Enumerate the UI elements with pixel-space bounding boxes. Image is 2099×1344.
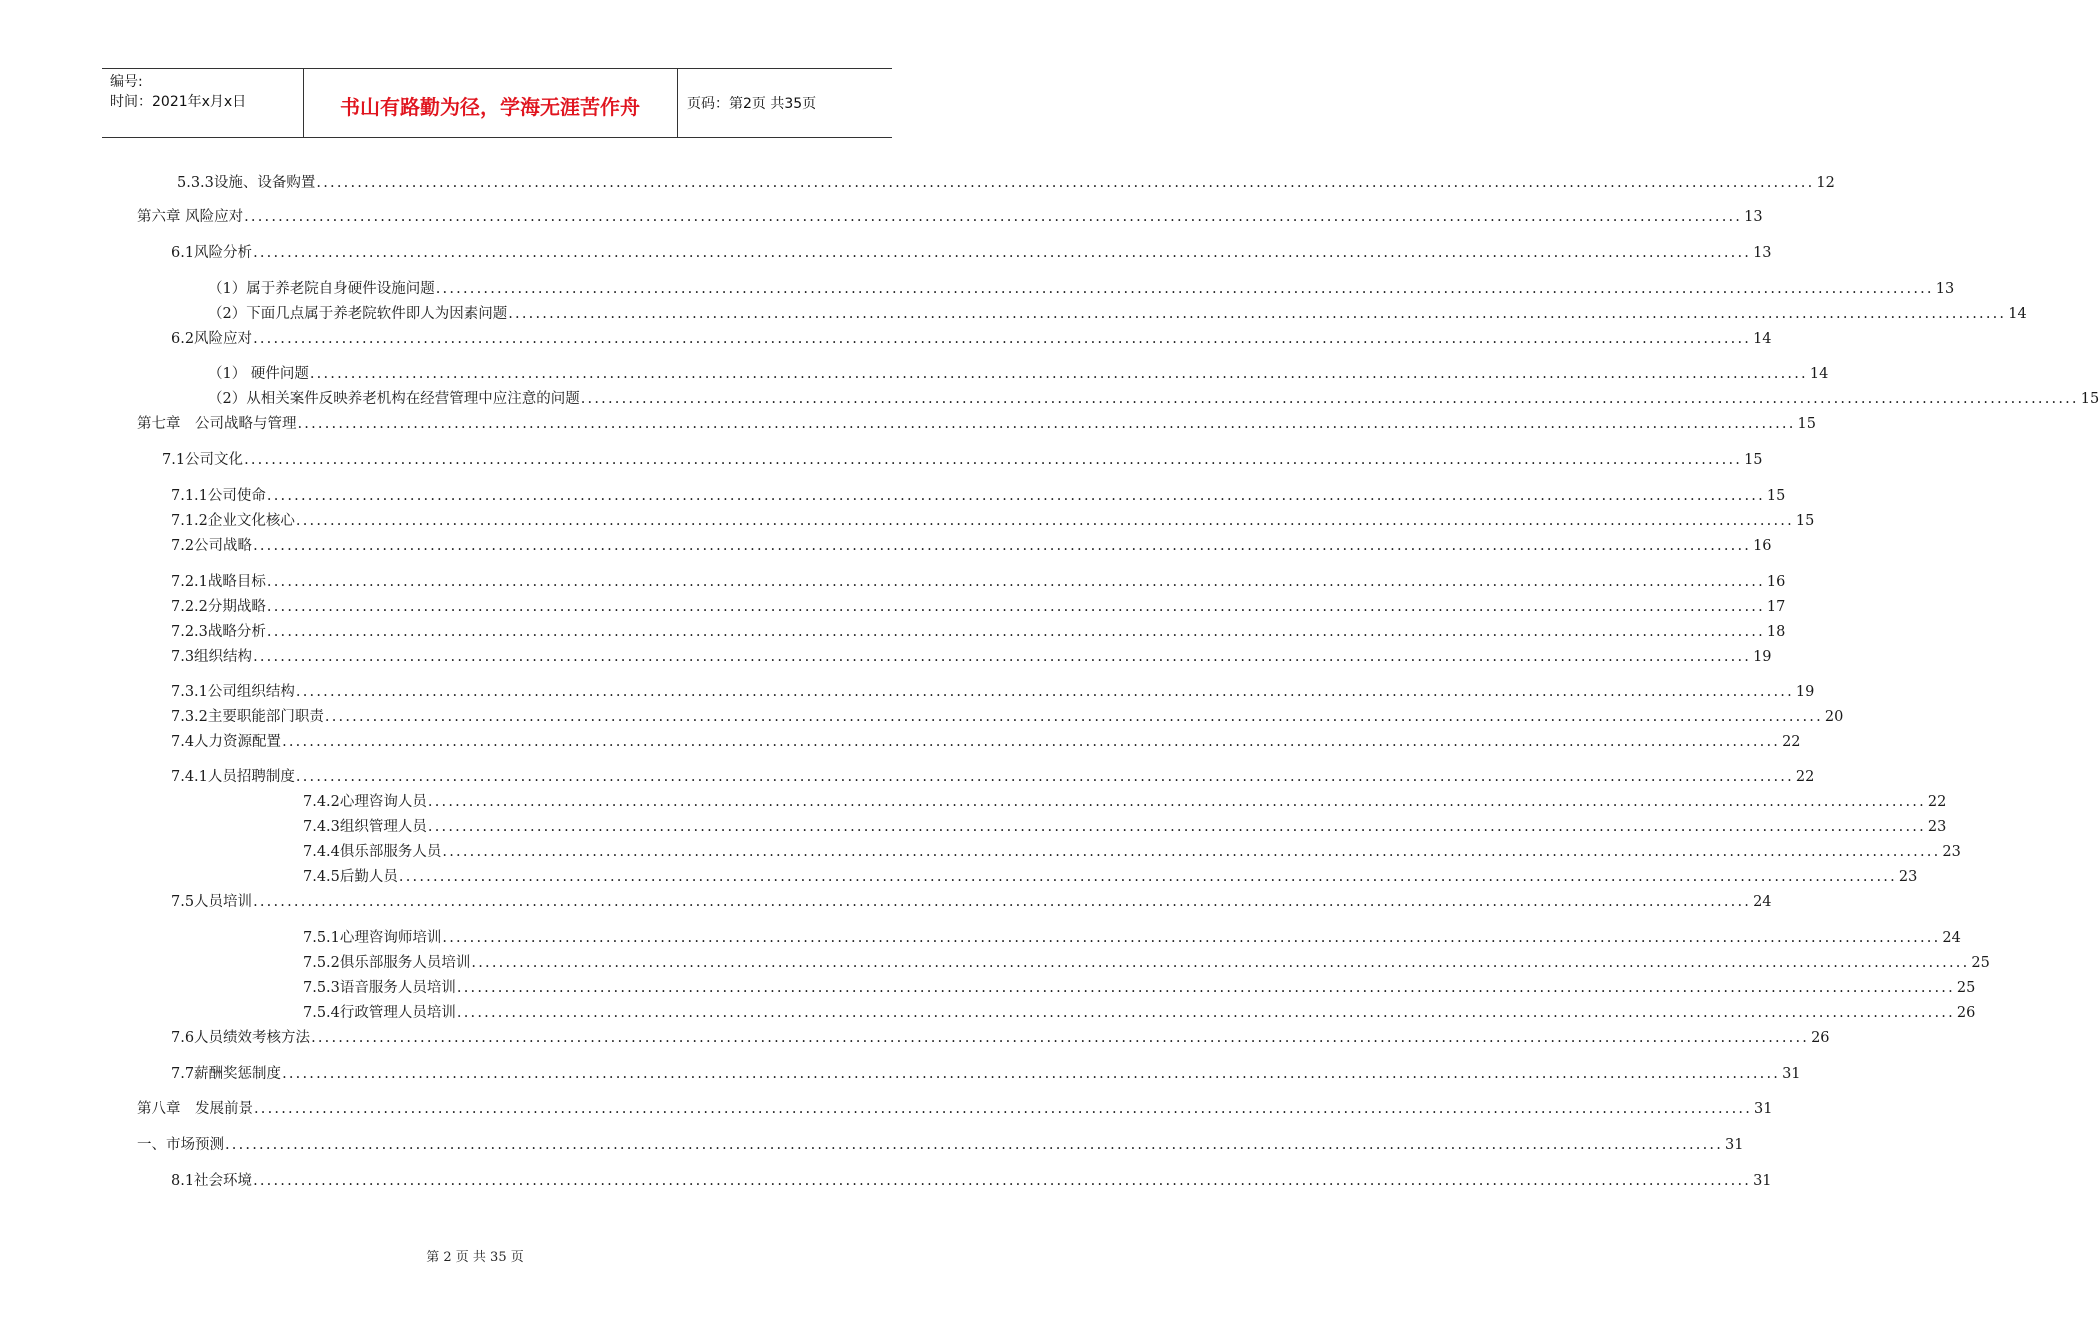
toc-dot-leader: ............................................................................................................................................................................................................................ — [282, 734, 1781, 750]
toc-entry-label: 7.2.1战略目标 — [171, 574, 266, 590]
toc-entry-page: 15 — [2080, 391, 2099, 407]
toc-entry-page: 31 — [1725, 1137, 1744, 1153]
toc-entry-label: 6.1风险分析 — [171, 245, 253, 261]
toc-entry-label: （2）下面几点属于养老院软件即人为因素问题 — [208, 306, 508, 322]
page-header — [102, 68, 892, 138]
document-number-label: 编号: — [110, 74, 143, 90]
toc-entry-page: 13 — [1935, 281, 1955, 297]
toc-dot-leader: ............................................................................................................................................................................................................................ — [311, 1030, 1810, 1046]
toc-entry[interactable] — [171, 1063, 1801, 1085]
toc-entry[interactable] — [208, 303, 2027, 325]
toc-entry[interactable] — [171, 596, 1786, 618]
toc-entry[interactable] — [208, 363, 1829, 385]
toc-entry-label: 8.1社会环境 — [171, 1173, 253, 1189]
toc-dot-leader: ............................................................................................................................................................................................................................ — [316, 175, 1815, 191]
toc-entry[interactable] — [171, 328, 1772, 350]
toc-entry-label: 7.4.4俱乐部服务人员 — [303, 844, 442, 860]
toc-entry-label: 第七章 公司战略与管理 — [137, 416, 297, 432]
toc-entry-label: 7.2.3战略分析 — [171, 624, 266, 640]
toc-entry[interactable] — [208, 278, 1955, 300]
toc-entry[interactable] — [162, 449, 1763, 471]
toc-entry[interactable] — [303, 816, 1947, 838]
toc-entry-page: 20 — [1824, 709, 1844, 725]
toc-entry-page: 18 — [1766, 624, 1786, 640]
toc-dot-leader: ............................................................................................................................................................................................................................ — [253, 894, 1752, 910]
toc-entry-label: 一、市场预测 — [137, 1137, 224, 1153]
toc-entry[interactable] — [137, 1134, 1744, 1156]
toc-dot-leader: ............................................................................................................................................................................................................................ — [309, 366, 1808, 382]
toc-dot-leader: ............................................................................................................................................................................................................................ — [295, 513, 1794, 529]
toc-entry[interactable] — [137, 1098, 1773, 1120]
toc-entry-label: 7.3.2主要职能部门职责 — [171, 709, 324, 725]
toc-entry-label: 7.5.4行政管理人员培训 — [303, 1005, 456, 1021]
toc-entry-page: 19 — [1795, 684, 1815, 700]
toc-dot-leader: ............................................................................................................................................................................................................................ — [471, 955, 1970, 971]
toc-entry[interactable] — [171, 646, 1772, 668]
toc-entry-page: 16 — [1766, 574, 1786, 590]
toc-entry-label: 6.2风险应对 — [171, 331, 253, 347]
toc-dot-leader: ............................................................................................................................................................................................................................ — [253, 1173, 1752, 1189]
toc-dot-leader: ............................................................................................................................................................................................................................ — [266, 624, 1765, 640]
header-page-info: 页码：第2页 共35页 — [687, 96, 817, 112]
toc-dot-leader: ............................................................................................................................................................................................................................ — [266, 488, 1765, 504]
header-motto-cell — [303, 69, 678, 137]
toc-entry-page: 25 — [1971, 955, 1990, 971]
toc-dot-leader: ............................................................................................................................................................................................................................ — [427, 819, 1926, 835]
toc-entry[interactable] — [171, 891, 1772, 913]
toc-entry-label: 7.6人员绩效考核方法 — [171, 1030, 311, 1046]
toc-entry-label: 第八章 发展前景 — [137, 1101, 253, 1117]
toc-entry-page: 16 — [1753, 538, 1772, 554]
toc-dot-leader: ............................................................................................................................................................................................................................ — [324, 709, 1823, 725]
toc-entry-page: 25 — [1956, 980, 1976, 996]
toc-dot-leader: ............................................................................................................................................................................................................................ — [456, 1005, 1955, 1021]
toc-entry-page: 14 — [2008, 306, 2027, 322]
toc-entry[interactable] — [171, 706, 1844, 728]
toc-dot-leader: ............................................................................................................................................................................................................................ — [456, 980, 1955, 996]
toc-entry[interactable] — [171, 681, 1815, 703]
toc-entry[interactable] — [171, 1170, 1772, 1192]
toc-entry[interactable] — [137, 413, 1816, 435]
toc-entry-label: 7.3.1公司组织结构 — [171, 684, 295, 700]
toc-entry-page: 12 — [1816, 175, 1835, 191]
toc-entry-label: 7.1公司文化 — [162, 452, 244, 468]
toc-entry[interactable] — [171, 485, 1786, 507]
toc-entry-page: 26 — [1956, 1005, 1976, 1021]
toc-dot-leader: ............................................................................................................................................................................................................................ — [244, 209, 1743, 225]
toc-entry-page: 22 — [1795, 769, 1815, 785]
page-footer: 第 2 页 共 35 页 — [426, 1250, 524, 1265]
toc-entry-label: 7.4.3组织管理人员 — [303, 819, 427, 835]
toc-entry-label: 7.7薪酬奖惩制度 — [171, 1066, 282, 1082]
toc-entry[interactable] — [171, 731, 1801, 753]
toc-entry-label: 7.4人力资源配置 — [171, 734, 282, 750]
header-page-cell — [678, 69, 892, 137]
toc-entry-page: 14 — [1753, 331, 1772, 347]
toc-dot-leader: ............................................................................................................................................................................................................................ — [253, 538, 1752, 554]
toc-dot-leader: ............................................................................................................................................................................................................................ — [225, 1137, 1724, 1153]
toc-entry[interactable] — [171, 571, 1786, 593]
toc-entry[interactable] — [171, 242, 1772, 264]
toc-entry-label: 7.5.1心理咨询师培训 — [303, 930, 442, 946]
toc-entry-label: 7.4.1人员招聘制度 — [171, 769, 295, 785]
toc-entry[interactable] — [303, 952, 1990, 974]
toc-entry-page: 31 — [1782, 1066, 1801, 1082]
toc-entry-label: 第六章 风险应对 — [137, 209, 244, 225]
toc-entry-page: 17 — [1766, 599, 1786, 615]
toc-dot-leader: ............................................................................................................................................................................................................................ — [427, 794, 1926, 810]
toc-entry[interactable] — [177, 172, 1835, 194]
toc-entry-page: 19 — [1753, 649, 1772, 665]
toc-entry[interactable] — [303, 977, 1976, 999]
toc-entry-page: 13 — [1744, 209, 1763, 225]
toc-dot-leader: ............................................................................................................................................................................................................................ — [253, 649, 1752, 665]
toc-entry[interactable] — [303, 1002, 1976, 1024]
toc-dot-leader: ............................................................................................................................................................................................................................ — [244, 452, 1743, 468]
header-meta-cell — [102, 69, 304, 137]
toc-entry-label: 7.5.3语音服务人员培训 — [303, 980, 456, 996]
toc-dot-leader: ............................................................................................................................................................................................................................ — [580, 391, 2079, 407]
toc-entry-label: 7.5人员培训 — [171, 894, 253, 910]
toc-entry-label: 5.3.3设施、设备购置 — [177, 175, 316, 191]
toc-entry[interactable] — [303, 927, 1961, 949]
header-motto: 书山有路勤为径，学海无涯苦作舟 — [340, 95, 640, 119]
toc-entry-page: 15 — [1795, 513, 1815, 529]
toc-dot-leader: ............................................................................................................................................................................................................................ — [266, 574, 1765, 590]
toc-entry-label: 7.1.1公司使命 — [171, 488, 266, 504]
toc-entry-label: 7.2公司战略 — [171, 538, 253, 554]
toc-entry-label: 7.4.2心理咨询人员 — [303, 794, 427, 810]
toc-dot-leader: ............................................................................................................................................................................................................................ — [442, 844, 1941, 860]
toc-entry[interactable] — [303, 841, 1961, 863]
toc-dot-leader: ............................................................................................................................................................................................................................ — [282, 1066, 1781, 1082]
toc-dot-leader: ............................................................................................................................................................................................................................ — [295, 769, 1794, 785]
toc-entry[interactable] — [171, 1027, 1830, 1049]
toc-dot-leader: ............................................................................................................................................................................................................................ — [398, 869, 1897, 885]
toc-entry-page: 14 — [1809, 366, 1829, 382]
toc-entry-page: 24 — [1942, 930, 1961, 946]
toc-entry[interactable] — [171, 621, 1786, 643]
toc-dot-leader: ............................................................................................................................................................................................................................ — [253, 331, 1752, 347]
toc-entry-label: （1）属于养老院自身硬件设施问题 — [208, 281, 435, 297]
toc-entry-page: 15 — [1797, 416, 1816, 432]
toc-entry[interactable] — [171, 535, 1772, 557]
toc-dot-leader: ............................................................................................................................................................................................................................ — [435, 281, 1934, 297]
toc-entry[interactable] — [303, 866, 1918, 888]
toc-entry[interactable] — [171, 510, 1815, 532]
toc-entry-page: 23 — [1898, 869, 1918, 885]
toc-entry-page: 23 — [1942, 844, 1961, 860]
toc-dot-leader: ............................................................................................................................................................................................................................ — [297, 416, 1796, 432]
toc-entry-page: 22 — [1782, 734, 1801, 750]
toc-entry-page: 15 — [1766, 488, 1786, 504]
toc-dot-leader: ............................................................................................................................................................................................................................ — [508, 306, 2007, 322]
toc-entry[interactable] — [208, 388, 2099, 410]
toc-entry-label: （1） 硬件问题 — [208, 366, 309, 382]
document-time-label: 时间：2021年x月x日 — [110, 94, 247, 110]
toc-entry[interactable] — [137, 206, 1763, 228]
toc-entry[interactable] — [303, 791, 1947, 813]
toc-entry-label: 7.4.5后勤人员 — [303, 869, 398, 885]
toc-entry[interactable] — [171, 766, 1815, 788]
toc-dot-leader: ............................................................................................................................................................................................................................ — [266, 599, 1765, 615]
toc-dot-leader: ............................................................................................................................................................................................................................ — [442, 930, 1941, 946]
toc-dot-leader: ............................................................................................................................................................................................................................ — [254, 1101, 1753, 1117]
toc-entry-label: 7.3组织结构 — [171, 649, 253, 665]
toc-entry-page: 26 — [1811, 1030, 1830, 1046]
toc-entry-page: 31 — [1753, 1173, 1772, 1189]
toc-dot-leader: ............................................................................................................................................................................................................................ — [253, 245, 1752, 261]
toc-entry-label: （2）从相关案件反映养老机构在经营管理中应注意的问题 — [208, 391, 580, 407]
toc-entry-page: 13 — [1753, 245, 1772, 261]
toc-entry-page: 23 — [1927, 819, 1947, 835]
toc-dot-leader: ............................................................................................................................................................................................................................ — [295, 684, 1794, 700]
toc-entry-page: 22 — [1927, 794, 1947, 810]
toc-entry-page: 15 — [1744, 452, 1763, 468]
toc-entry-page: 24 — [1753, 894, 1772, 910]
toc-entry-label: 7.1.2企业文化核心 — [171, 513, 295, 529]
toc-entry-label: 7.5.2俱乐部服务人员培训 — [303, 955, 471, 971]
toc-entry-page: 31 — [1754, 1101, 1773, 1117]
toc-entry-label: 7.2.2分期战略 — [171, 599, 266, 615]
